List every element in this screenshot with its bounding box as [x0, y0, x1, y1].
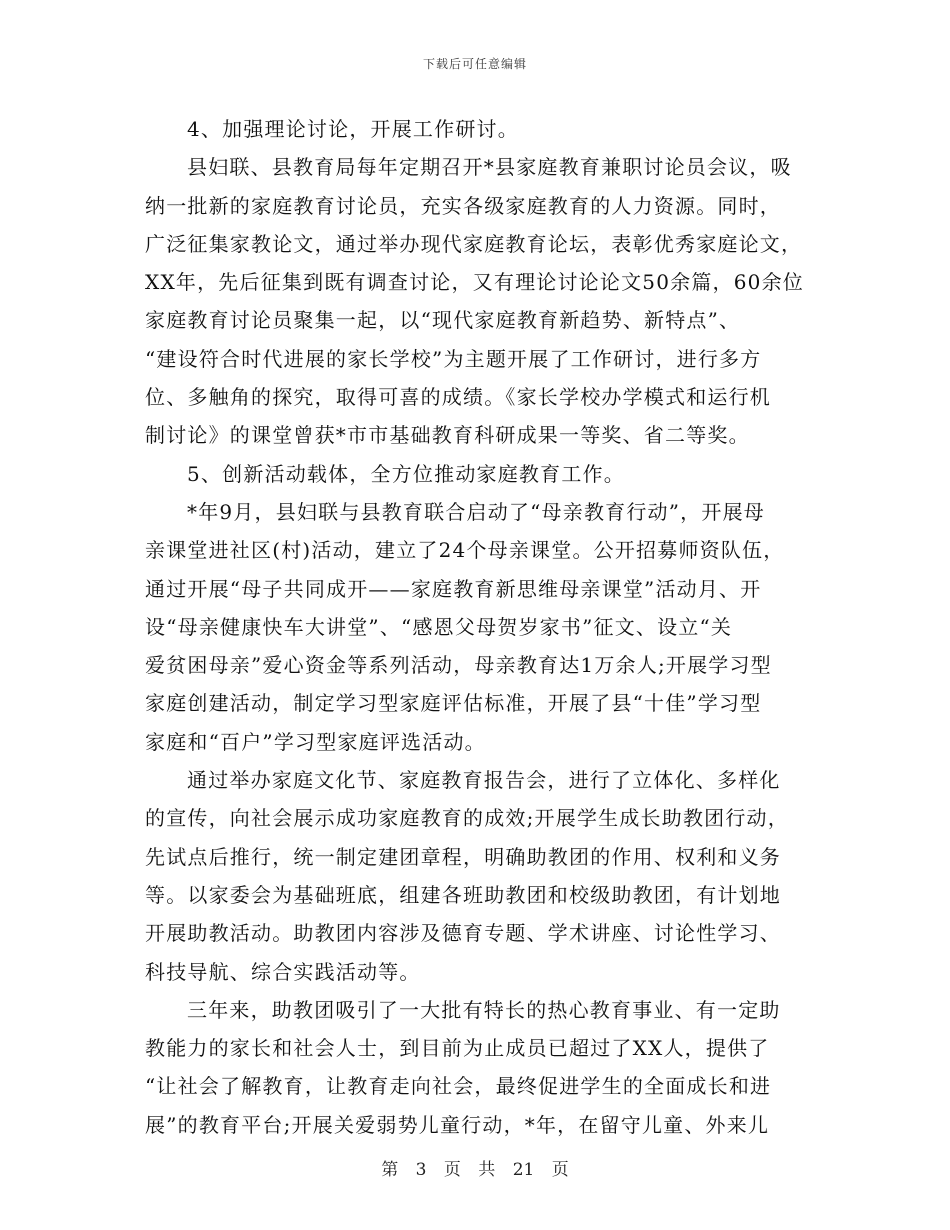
text-line: 家庭和“百户”学习型家庭评选活动。	[145, 729, 486, 754]
text-line: 等。以家委会为基础班底，组建各班助教团和校级助教团，有计划地	[145, 882, 781, 907]
text-line: 位、多触角的探究，取得可喜的成绩。《家长学校办学模式和运行机	[145, 385, 771, 410]
text-line: 爱贫困母亲”爱心资金等系列活动，母亲教育达1万余人;开展学习型	[145, 653, 772, 678]
footer-current-page: 3	[415, 1160, 427, 1180]
document-body	[145, 110, 810, 1144]
footer-total-label: 共	[478, 1160, 496, 1180]
text-line: 制讨论》的课堂曾获*市市基础教育科研成果一等奖、省二等奖。	[145, 423, 750, 448]
text-line: 5、创新活动载体，全方位推动家庭教育工作。	[187, 461, 625, 486]
footer-page-label: 页	[443, 1160, 461, 1180]
page-header-note: 下载后可任意编辑	[422, 57, 527, 71]
text-line: 的宣传，向社会展示成功家庭教育的成效;开展学生成长助教团行动，	[145, 806, 789, 831]
text-line: 通过举办家庭文化节、家庭教育报告会，进行了立体化、多样化	[187, 768, 781, 793]
text-line: “让社会了解教育，让教育走向社会，最终促进学生的全面成长和进	[145, 1074, 772, 1099]
text-line: 家庭教育讨论员聚集一起，以“现代家庭教育新趋势、新特点”、	[145, 308, 741, 333]
text-line: 先试点后推行，统一制定建团章程，明确助教团的作用、权利和义务	[145, 844, 781, 869]
footer-total-pages: 21	[512, 1160, 535, 1180]
text-line: 纳一批新的家庭教育讨论员，充实各级家庭教育的人力资源。同时，	[145, 193, 781, 218]
text-line: 教能力的家长和社会人士，到目前为止成员已超过了XX人，提供了	[145, 1036, 770, 1061]
text-line: 4、加强理论讨论，开展工作研讨。	[187, 117, 519, 141]
text-line: 设“母亲健康快车大讲堂”、“感恩父母贺岁家书”征文、设立“关	[145, 614, 733, 639]
text-line: 县妇联、县教育局每年定期召开*县家庭教育兼职讨论员会议，吸	[187, 155, 792, 180]
text-line: 广泛征集家教论文，通过举办现代家庭教育论坛，表彰优秀家庭论文，	[145, 231, 803, 256]
text-line: 科技导航、综合实践活动等。	[145, 959, 421, 984]
text-line: XX年，先后征集到既有调查讨论，又有理论讨论论文50余篇，60余位	[145, 270, 804, 295]
text-line: 通过开展“母子共同成开——家庭教育新思维母亲课堂”活动月、开	[145, 576, 762, 601]
text-line: 展”的教育平台;开展关爱弱势儿童行动，*年，在留守儿童、外来儿	[145, 1112, 770, 1137]
text-line: 三年来，助教团吸引了一大批有特长的热心教育事业、有一定助	[187, 997, 781, 1022]
footer-prefix: 第	[381, 1160, 399, 1180]
text-line: *年9月，县妇联与县教育联合启动了“母亲教育行动”，开展母	[187, 499, 765, 524]
page-footer	[0, 1155, 950, 1180]
text-line: 开展助教活动。助教团内容涉及德育专题、学术讲座、讨论性学习、	[145, 921, 781, 946]
text-line: 亲课堂进社区(村)活动，建立了24个母亲课堂。公开招募师资队伍，	[145, 538, 785, 563]
text-line: 家庭创建活动，制定学习型家庭评估标准，开展了县“十佳”学习型	[145, 691, 762, 716]
text-line: “建设符合时代进展的家长学校”为主题开展了工作研讨，进行多方	[145, 346, 762, 371]
footer-suffix: 页	[551, 1160, 569, 1180]
